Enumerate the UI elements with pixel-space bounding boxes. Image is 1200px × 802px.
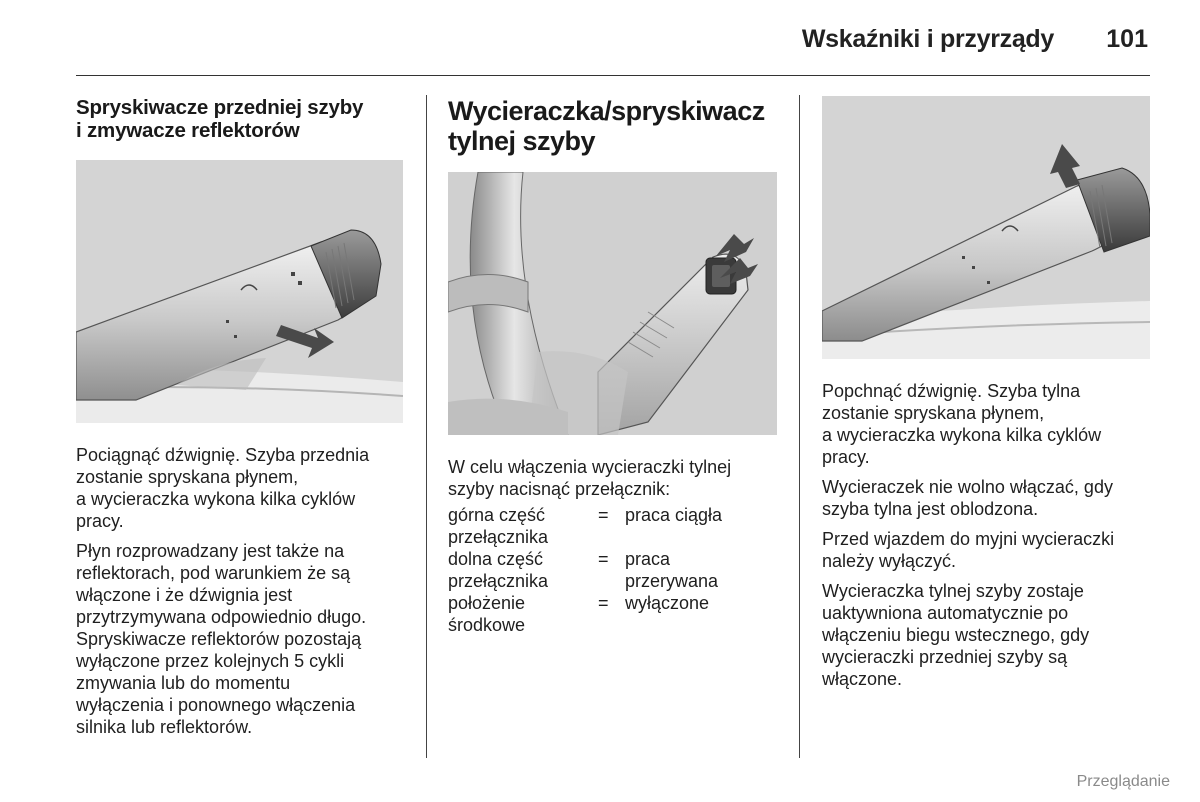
column-divider-right xyxy=(799,95,800,758)
text-line: Wycieraczek nie wolno włączać, gdy xyxy=(822,477,1113,497)
text-line: należy wyłączyć. xyxy=(822,551,957,571)
rear-wiper-switch-illustration xyxy=(448,172,777,435)
row-label xyxy=(448,592,598,636)
text-line: praca xyxy=(625,549,671,569)
text-line: włączone i że dźwignia jest xyxy=(76,585,293,605)
text-line: Wycieraczka tylnej szyby zostaje xyxy=(822,581,1084,601)
title-line: i zmywacze reflektorów xyxy=(76,119,300,142)
paragraph xyxy=(76,444,406,532)
section-title-front-washer xyxy=(76,96,406,142)
front-washer-text xyxy=(76,444,406,738)
text-line: przełącznika xyxy=(448,527,549,547)
paragraph xyxy=(822,476,1152,520)
text-line: włączone. xyxy=(822,669,903,689)
rear-washer-lever-illustration xyxy=(822,96,1150,359)
paragraph xyxy=(448,456,780,500)
text-line: położenie xyxy=(448,593,526,613)
text-line: silnika lub reflektorów. xyxy=(76,717,253,737)
table-row xyxy=(448,592,722,636)
text-line: przełącznika xyxy=(448,571,549,591)
browse-link[interactable]: Przeglądanie xyxy=(1076,773,1170,790)
text-line: Pociągnąć dźwignię. Szyba przednia xyxy=(76,445,370,465)
header-rule xyxy=(76,75,1150,76)
text-line: reflektorach, pod warunkiem że są xyxy=(76,563,351,583)
switch-function-table xyxy=(448,504,722,636)
text-line: dolna część xyxy=(448,549,544,569)
text-line: zostanie spryskana płynem, xyxy=(822,403,1045,423)
title-line: tylnej szyby xyxy=(448,126,596,156)
column-divider-left xyxy=(426,95,427,758)
text-line: wycieraczki przedniej szyby są xyxy=(822,647,1068,667)
page-header-title: Wskaźniki i przyrządy xyxy=(801,25,1054,53)
text-line: szyby nacisnąć przełącznik: xyxy=(448,479,671,499)
text-line: wyłączone xyxy=(625,593,710,613)
row-value xyxy=(625,504,722,548)
row-value xyxy=(625,548,722,592)
text-line: a wycieraczka wykona kilka cyklów xyxy=(822,425,1102,445)
rear-wiper-text xyxy=(448,456,780,636)
column-front-washer xyxy=(76,96,406,746)
text-line: zmywania lub do momentu xyxy=(76,673,291,693)
section-title-rear-wiper xyxy=(448,96,780,156)
paragraph xyxy=(822,528,1152,572)
paragraph xyxy=(822,380,1152,468)
text-line: Spryskiwacze reflektorów pozostają xyxy=(76,629,362,649)
text-line: Przed wjazdem do myjni wycieraczki xyxy=(822,529,1115,549)
text-line: przerywana xyxy=(625,571,719,591)
row-equals: = xyxy=(598,549,609,569)
page-number: 101 xyxy=(1106,25,1148,53)
text-line: Popchnąć dźwignię. Szyba tylna xyxy=(822,381,1081,401)
text-line: zostanie spryskana płynem, xyxy=(76,467,299,487)
row-label xyxy=(448,504,598,548)
text-line: pracy. xyxy=(76,511,124,531)
paragraph xyxy=(76,540,406,738)
title-line: Wycieraczka/spryskiwacz xyxy=(448,96,765,126)
text-line: wyłączone przez kolejnych 5 cykli xyxy=(76,651,345,671)
text-line: przytrzymywana odpowiednio długo. xyxy=(76,607,367,627)
column-rear-wiper xyxy=(448,96,780,636)
text-line: uaktywniona automatycznie po xyxy=(822,603,1069,623)
rear-washer-text xyxy=(822,380,1152,690)
row-equals: = xyxy=(598,505,609,525)
text-line: pracy. xyxy=(822,447,870,467)
column-rear-washer xyxy=(822,96,1152,698)
text-line: Płyn rozprowadzany jest także na xyxy=(76,541,345,561)
text-line: W celu włączenia wycieraczki tylnej xyxy=(448,457,732,477)
paragraph xyxy=(822,580,1152,690)
table-row xyxy=(448,548,722,592)
table-row xyxy=(448,504,722,548)
text-line: środkowe xyxy=(448,615,526,635)
title-line: Spryskiwacze przedniej szyby xyxy=(76,96,364,119)
text-line: włączeniu biegu wstecznego, gdy xyxy=(822,625,1090,645)
text-line: wyłączenia i ponownego włączenia xyxy=(76,695,356,715)
front-wiper-lever-illustration xyxy=(76,160,403,423)
text-line: praca ciągła xyxy=(625,505,723,525)
row-equals: = xyxy=(598,593,609,613)
row-label xyxy=(448,548,598,592)
text-line: szyba tylna jest oblodzona. xyxy=(822,499,1039,519)
row-value xyxy=(625,592,722,636)
text-line: a wycieraczka wykona kilka cyklów xyxy=(76,489,356,509)
text-line: górna część xyxy=(448,505,546,525)
